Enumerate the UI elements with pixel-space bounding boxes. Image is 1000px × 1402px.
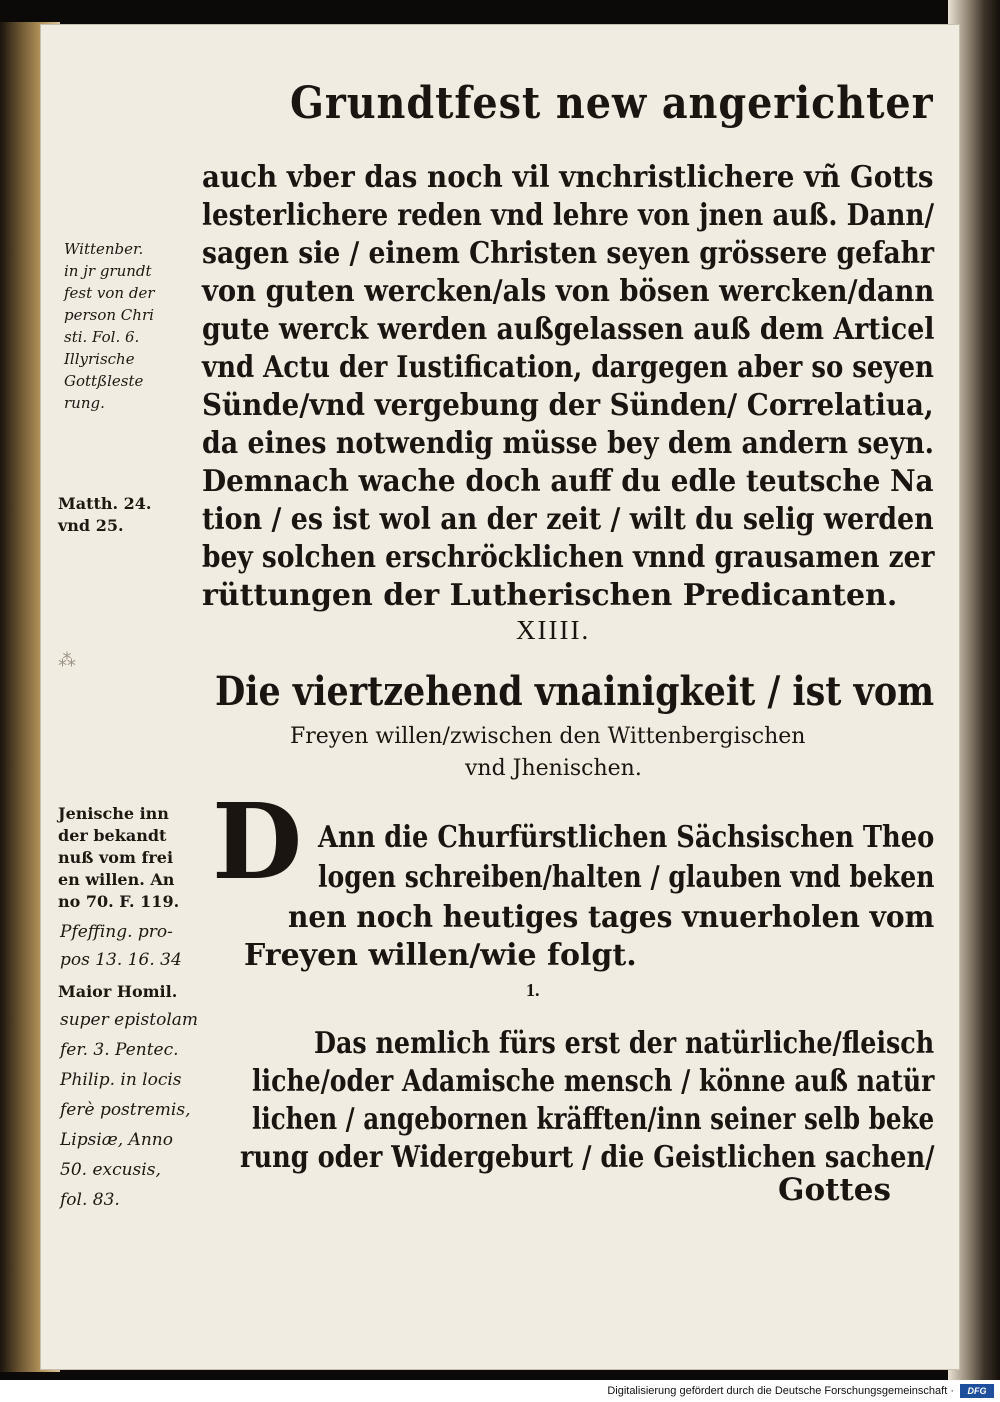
catchword: Gottes	[778, 1172, 891, 1208]
body-line: Freyen willen/wie folgt.	[244, 938, 637, 973]
margin-note: sti. Fol. 6.	[64, 328, 140, 346]
margin-note: Jenische inn	[58, 804, 169, 823]
margin-note: fer. 3. Pentec.	[60, 1040, 179, 1060]
margin-note: no 70. F. 119.	[58, 892, 180, 911]
margin-note: rung.	[64, 394, 105, 412]
body-line: gute werck werden außgelassen auß dem Articel	[202, 312, 935, 347]
body-line: Ann die Churfürstlichen Sächsischen Theo	[318, 820, 935, 855]
body-line: nen noch heutiges tages vnuerholen vom	[288, 900, 935, 935]
margin-note: Wittenber.	[64, 240, 144, 258]
margin-note: person Chri	[64, 306, 154, 324]
body-line: Demnach wache doch auff du edle teutsche Na	[202, 464, 934, 499]
body-line: auch vber das noch vil vnchristlichere vñ Gotts	[202, 160, 934, 195]
margin-note: der bekandt	[58, 826, 167, 845]
body-line: vnd Actu der Iustification, dargegen aber so seyen	[202, 350, 934, 385]
margin-note: Gottßleste	[64, 372, 144, 390]
body-line: da eines notwendig müsse bey dem andern seyn.	[202, 426, 934, 461]
body-line: Das nemlich fürs erst der natürliche/fleisch	[314, 1026, 935, 1061]
margin-note-matth: Matth. 24.	[58, 494, 152, 513]
body-line: rung oder Widergeburt / die Geistlichen sachen/	[240, 1140, 935, 1175]
margin-note: Pfeffing. pro-	[60, 922, 173, 942]
footer-credit: Digitalisierung gefördert durch die Deutsche Forschungsgemeinschaft ·	[607, 1385, 954, 1397]
margin-note: Maior Homil.	[58, 982, 178, 1001]
body-line: logen schreiben/halten / glauben vnd beken	[318, 860, 935, 895]
paragraph-number: 1.	[526, 980, 540, 1000]
page-smudge: ⁂	[58, 650, 76, 671]
margin-note: fest von der	[64, 284, 155, 302]
margin-note: Philip. in locis	[60, 1070, 182, 1090]
margin-note-matth: vnd 25.	[58, 516, 124, 535]
body-line: rüttungen der Lutherischen Predicanten.	[202, 578, 898, 613]
margin-note: fol. 83.	[60, 1190, 120, 1210]
running-head: Grundtfest new angerichter	[290, 78, 934, 129]
body-line: liche/oder Adamische mensch / könne auß natür	[252, 1064, 935, 1099]
margin-note: in jr grundt	[64, 262, 152, 280]
dfg-logo-icon: DFG	[960, 1384, 994, 1398]
body-line: bey solchen erschröcklichen vnnd grausamen zer	[202, 540, 935, 575]
margin-note: 50. excusis,	[60, 1160, 161, 1180]
body-line: tion / es ist wol an der zeit / wilt du selig werden	[202, 502, 934, 537]
body-line: lichen / angebornen kräfften/inn seiner selb beke	[252, 1102, 935, 1137]
margin-note: Lipsiæ, Anno	[60, 1130, 173, 1150]
margin-note: ferè postremis,	[60, 1100, 191, 1120]
margin-note: nuß vom frei	[58, 848, 174, 867]
body-line: von guten wercken/als von bösen wercken/dann	[202, 274, 935, 309]
margin-note: en willen. An	[58, 870, 175, 889]
margin-note: pos 13. 16. 34	[60, 950, 182, 970]
chapter-subtitle: vnd Jhenischen.	[465, 756, 642, 781]
dropcap-initial: D	[212, 780, 303, 903]
chapter-title: Die viertzehend vnainigkeit / ist vom	[215, 668, 935, 715]
body-line: lesterlichere reden vnd lehre von jnen auß. Dann/	[202, 198, 935, 233]
margin-note: Illyrische	[64, 350, 135, 368]
chapter-subtitle: Freyen willen/zwischen den Wittenbergischen	[290, 724, 806, 749]
footer-bar	[0, 1380, 1000, 1402]
body-line: Sünde/vnd vergebung der Sünden/ Correlatiua,	[202, 388, 934, 423]
section-number: XIIII.	[516, 615, 591, 645]
margin-note: super epistolam	[60, 1010, 199, 1030]
body-line: sagen sie / einem Christen seyen grössere gefahr	[202, 236, 935, 271]
